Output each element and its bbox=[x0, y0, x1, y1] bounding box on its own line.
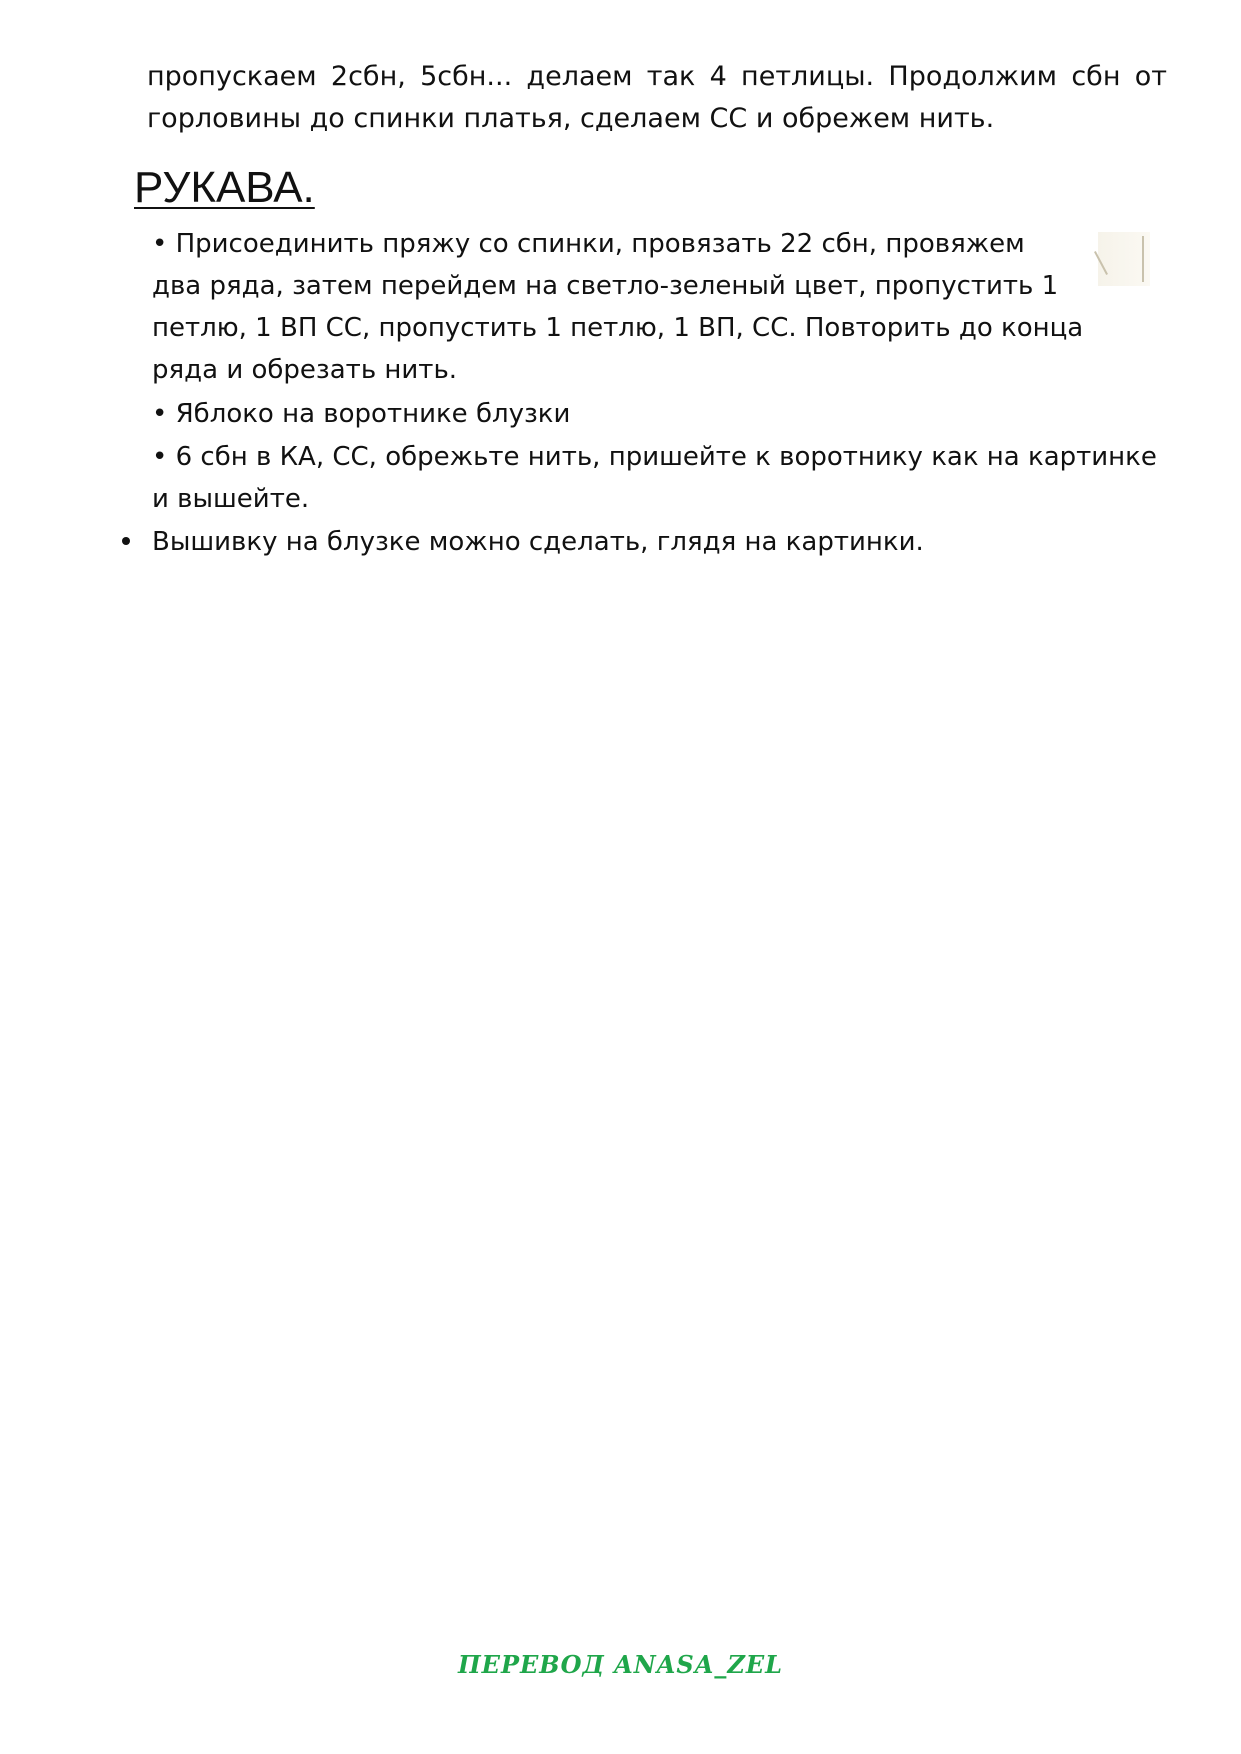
intro-paragraph bbox=[147, 56, 1167, 140]
apple-step-line-1: • 6 сбн в КА, СС, обрежьте нить, пришейте к воротнику как на картинке bbox=[152, 442, 1157, 472]
sleeve-step-line-1: • Присоединить пряжу со спинки, провязать 22 сбн, провяжем bbox=[152, 229, 1025, 259]
image-fragment bbox=[1098, 232, 1150, 286]
intro-line-1: пропускаем 2сбн, 5сбн... делаем так 4 петлицы. Продолжим сбн от bbox=[147, 61, 1167, 92]
translation-credit: ПЕРЕВОД ANASA_ZEL bbox=[457, 1650, 783, 1679]
intro-line-2: горловины до спинки платья, сделаем СС и обрежем нить. bbox=[147, 103, 995, 134]
sleeve-step-line-2: два ряда, затем перейдем на светло-зеленый цвет, пропустить 1 bbox=[152, 271, 1059, 301]
bullet-dot-icon bbox=[122, 537, 130, 545]
apple-step-line-2: и вышейте. bbox=[152, 484, 310, 514]
section-heading: РУКАВА. bbox=[134, 163, 315, 212]
sleeve-step-line-3: петлю, 1 ВП СС, пропустить 1 петлю, 1 ВП, СС. Повторить до конца bbox=[152, 313, 1084, 343]
embroidery-note: Вышивку на блузке можно сделать, глядя на картинки. bbox=[152, 527, 924, 557]
sleeve-step-line-4: ряда и обрезать нить. bbox=[152, 355, 458, 385]
apple-collar-line: • Яблоко на воротнике блузки bbox=[152, 399, 571, 429]
